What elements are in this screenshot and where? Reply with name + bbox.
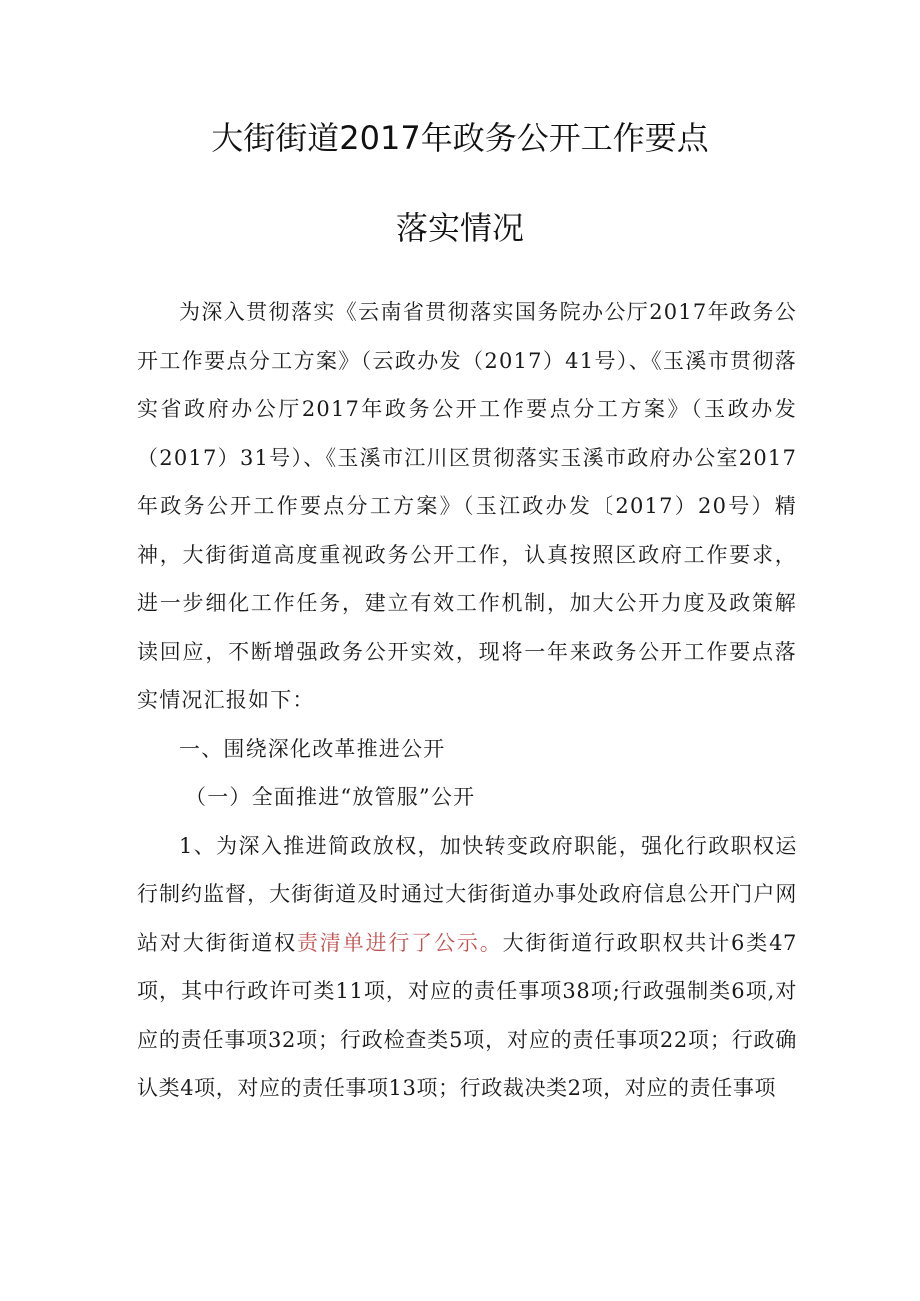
item-1-text-part-1: 1、为深入推进简政放权，加快转变政府职能，强化行政职权运行制约监督，大街街道及时通过大街街道办事处政府信息公开门户网站对大街街道权 (137, 833, 797, 955)
document-title-line-2: 落实情况 (395, 209, 524, 247)
item-1-text-part-2: 大街街道行政职权共计6类47项，其中行政许可类11项，对应的责任事项38项;行政强制类6项,对应的责任事项32项；行政检查类5项，对应的责任事项22项；行政确认类4项，对应的责任事项13项；行政裁决类2项，对应的责任事项 (137, 930, 798, 1100)
document-title-line-1: 大街街道2017年政务公开工作要点 (211, 119, 709, 157)
intro-paragraph: 为深入贯彻落实《云南省贯彻落实国务院办公厅2017年政务公开工作要点分工方案》（云政办发（2017）41号）、《玉溪市贯彻落实省政府办公厅2017年政务公开工作要点分工方案》（玉政办发（2017）31号）、《玉溪市江川区贯彻落实玉溪市政府办公室2017年政务公开工作要点分工方案》（玉江政办发〔2017）20号）精神，大街街道高度重视政务公开工作，认真按照区政府工作要求，进一步细化工作任务，建立有效工作机制，加大公开力度及政策解读回应，不断增强政务公开实效，现将一年来政务公开工作要点落实情况汇报如下： (137, 300, 797, 712)
item-1-highlighted-text: 责清单进行了公示。 (296, 930, 503, 955)
item-1-paragraph (137, 822, 797, 1113)
section-heading: 一、围绕深化改革推进公开 (179, 736, 446, 761)
document-body (137, 288, 797, 1113)
subsection-heading: （一）全面推进“放管服”公开 (185, 785, 476, 809)
